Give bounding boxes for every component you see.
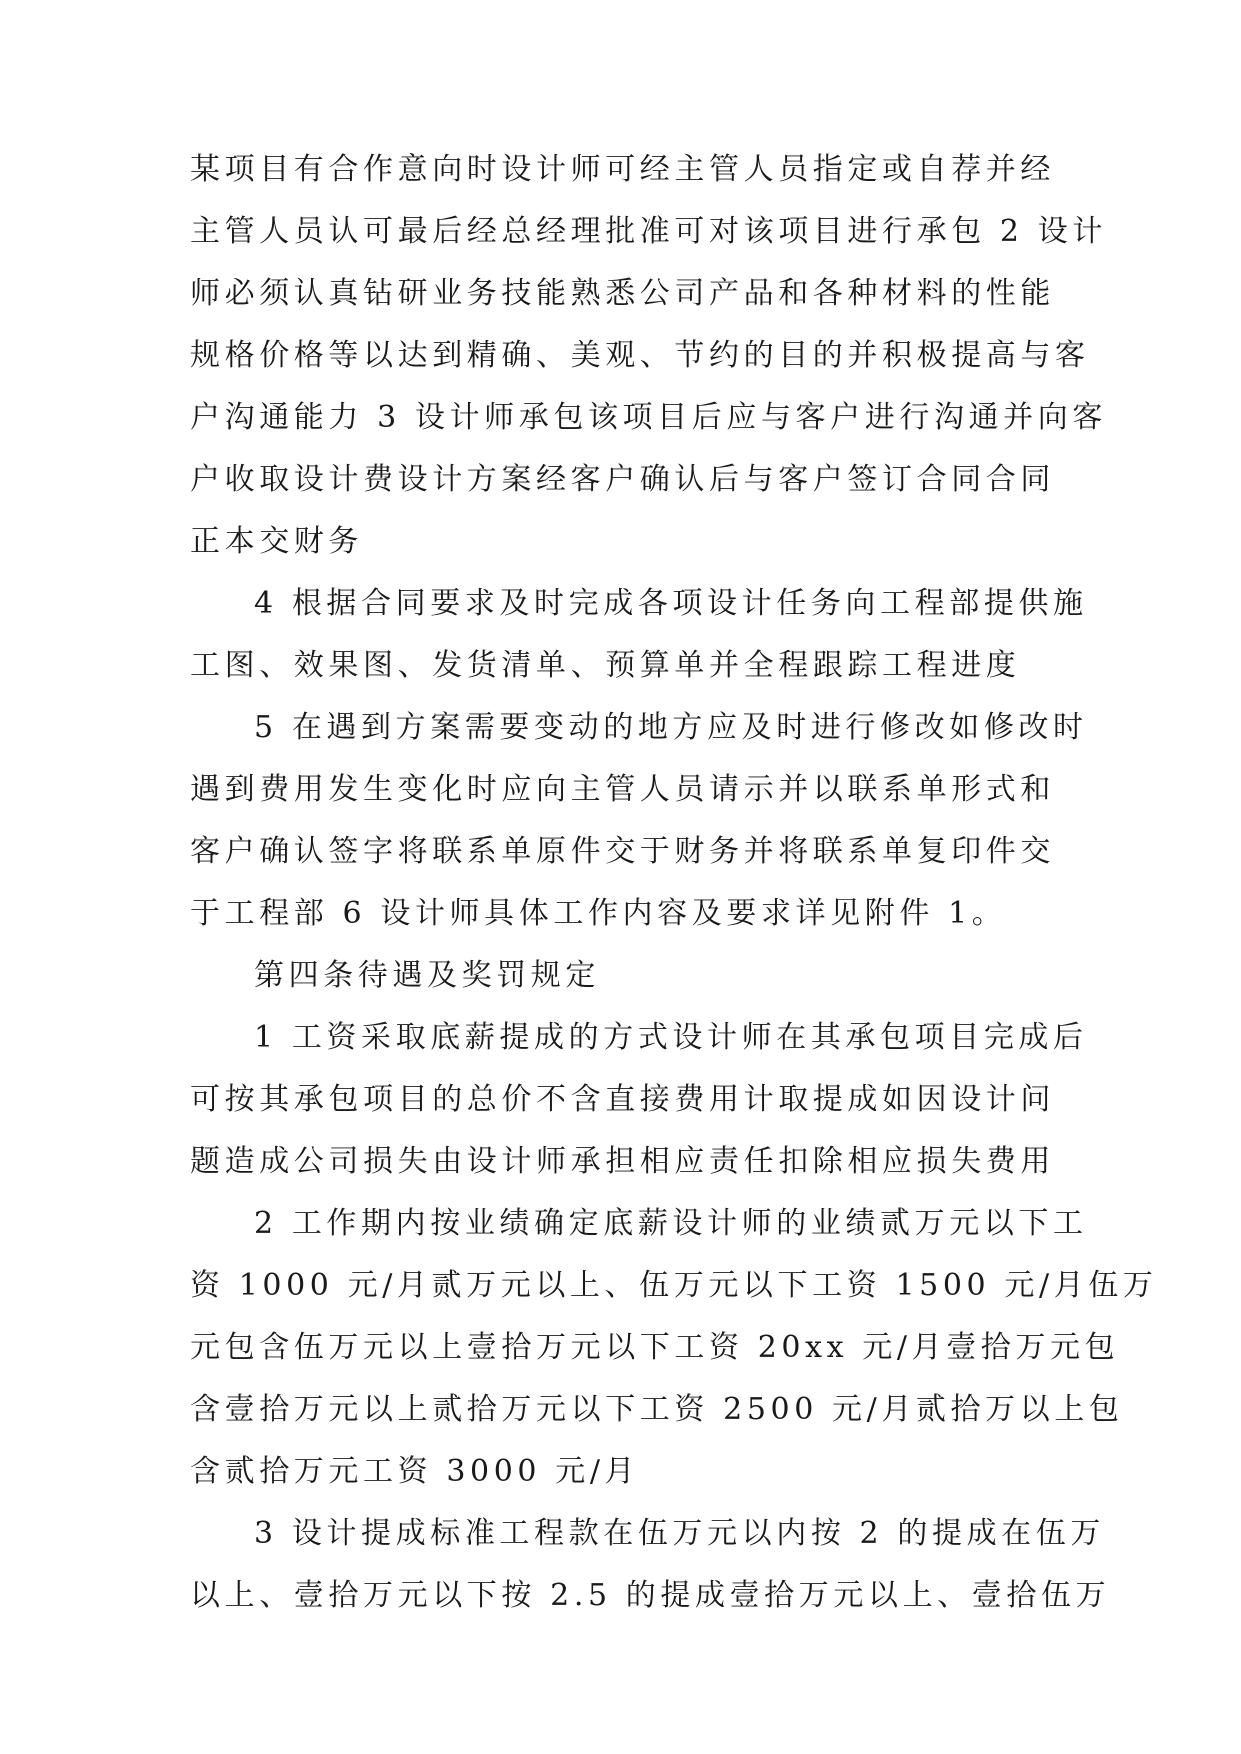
text-line: 规格价格等以达到精确、美观、节约的目的并积极提高与客 [190, 338, 1090, 373]
text-line: 主管人员认可最后经总经理批准可对该项目进行承包 2 设计 [190, 214, 1107, 249]
text-line: 工图、效果图、发货清单、预算单并全程跟踪工程进度 [190, 648, 1021, 683]
text-line: 含贰拾万元工资 3000 元/月 [190, 1454, 640, 1489]
text-line: 以上、壹拾万元以下按 2.5 的提成壹拾万元以上、壹拾伍万 [190, 1578, 1111, 1613]
text-line: 题造成公司损失由设计师承担相应责任扣除相应损失费用 [190, 1144, 1055, 1179]
text-line: 某项目有合作意向时设计师可经主管人员指定或自荐并经 [190, 152, 1055, 187]
text-line: 户沟通能力 3 设计师承包该项目后应与客户进行沟通并向客 [190, 400, 1107, 435]
text-line: 于工程部 6 设计师具体工作内容及要求详见附件 1。 [190, 896, 1007, 931]
text-line: 遇到费用发生变化时应向主管人员请示并以联系单形式和 [190, 772, 1055, 807]
text-line: 2 工作期内按业绩确定底薪设计师的业绩贰万元以下工 [254, 1206, 1088, 1241]
text-line: 可按其承包项目的总价不含直接费用计取提成如因设计问 [190, 1082, 1055, 1117]
text-line: 正本交财务 [190, 524, 363, 559]
text-line: 资 1000 元/月贰万元以上、伍万元以下工资 1500 元/月伍万 [190, 1268, 1158, 1303]
text-line: 师必须认真钻研业务技能熟悉公司产品和各种材料的性能 [190, 276, 1055, 311]
text-line: 元包含伍万元以上壹拾万元以下工资 20xx 元/月壹拾万元包 [190, 1330, 1120, 1365]
text-line: 户收取设计费设计方案经客户确认后与客户签订合同合同 [190, 462, 1055, 497]
text-line: 3 设计提成标准工程款在伍万元以内按 2 的提成在伍万 [254, 1516, 1105, 1551]
text-line: 1 工资采取底薪提成的方式设计师在其承包项目完成后 [254, 1020, 1088, 1055]
text-line: 含壹拾万元以上贰拾万元以下工资 2500 元/月贰拾万以上包 [190, 1392, 1124, 1427]
section-heading: 第四条待遇及奖罚规定 [254, 958, 600, 993]
text-line: 客户确认签字将联系单原件交于财务并将联系单复印件交 [190, 834, 1055, 869]
text-line: 4 根据合同要求及时完成各项设计任务向工程部提供施 [254, 586, 1088, 621]
text-line: 5 在遇到方案需要变动的地方应及时进行修改如修改时 [254, 710, 1088, 745]
